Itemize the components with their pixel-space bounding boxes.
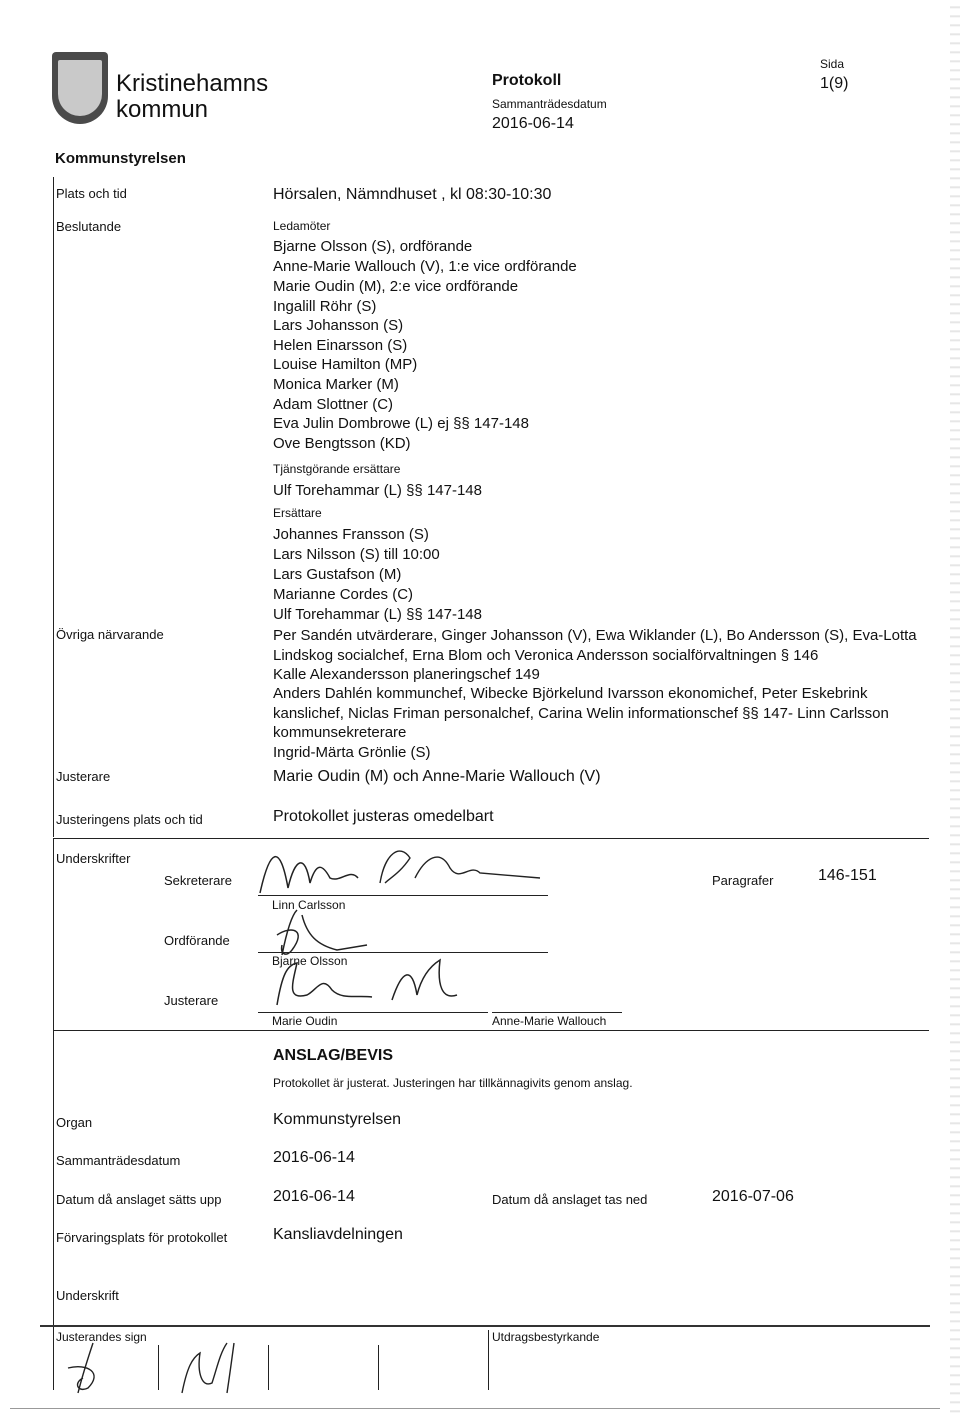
- chair-label: Ordförande: [164, 933, 230, 948]
- serving-substitutes-heading: Tjänstgörande ersättare: [273, 462, 401, 476]
- member-line: Adam Slottner (C): [273, 396, 394, 413]
- adjuster-sign-footer-label: Justerandes sign: [56, 1330, 147, 1344]
- posted-date-label: Datum då anslaget sätts upp: [56, 1192, 222, 1207]
- others-present-label: Övriga närvarande: [56, 627, 164, 642]
- scan-edge-noise: [950, 0, 960, 1417]
- footer-divider: [40, 1325, 930, 1327]
- member-line: Lars Johansson (S): [273, 317, 404, 334]
- adjuster2-name: Anne-Marie Wallouch: [492, 1014, 607, 1028]
- members-heading: Ledamöter: [273, 219, 331, 233]
- adjust-place-value: Protokollet justeras omedelbart: [273, 808, 494, 825]
- adjuster1-name: Marie Oudin: [272, 1014, 338, 1028]
- member-line: Eva Julin Dombrowe (L) ej §§ 147-148: [273, 415, 529, 432]
- page-label: Sida: [820, 57, 845, 71]
- substitutes-heading: Ersättare: [273, 506, 322, 520]
- removed-date-label: Datum då anslaget tas ned: [492, 1192, 648, 1207]
- extract-label: Utdragsbestyrkande: [492, 1330, 600, 1344]
- member-line: Bjarne Olsson (S), ordförande: [273, 238, 473, 255]
- others-present-line: Ingrid-Märta Grönlie (S): [273, 744, 431, 761]
- deciding-label: Beslutande: [56, 219, 122, 234]
- others-present-line: Anders Dahlén kommunchef, Wibecke Björkelund Ivarsson ekonomichef, Peter Eskebrink: [273, 685, 868, 702]
- initials-signature-2: [172, 1338, 252, 1398]
- paragraphs-label: Paragrafer: [712, 873, 774, 888]
- organ-label: Organ: [56, 1115, 93, 1130]
- meeting-date: 2016-06-14: [492, 115, 574, 132]
- page-number: 1(9): [820, 75, 849, 92]
- committee-name: Kommunstyrelsen: [55, 150, 186, 167]
- member-line: Ingalill Röhr (S): [273, 298, 377, 315]
- others-present-line: Lindskog socialchef, Erna Blom och Veronica Andersson socialförvaltningen § 146: [273, 647, 819, 664]
- substitute-line: Johannes Fransson (S): [273, 526, 429, 543]
- others-present-line: kommunsekreterare: [273, 724, 407, 741]
- member-line: Louise Hamilton (MP): [273, 356, 418, 373]
- storage-label: Förvaringsplats för protokollet: [56, 1230, 228, 1245]
- storage-value: Kansliavdelningen: [273, 1226, 403, 1243]
- notice-divider: [53, 1030, 929, 1031]
- place-value: Hörsalen, Nämndhuset , kl 08:30-10:30: [273, 186, 552, 203]
- footer-box-line: [158, 1345, 159, 1390]
- adjusters-value: Marie Oudin (M) och Anne-Marie Wallouch (V): [273, 768, 601, 785]
- initials-signature-1: [58, 1338, 148, 1398]
- member-line: Anne-Marie Wallouch (V), 1:e vice ordförande: [273, 258, 577, 275]
- posted-date-value: 2016-06-14: [273, 1188, 355, 1205]
- left-border-line-lower: [53, 838, 54, 1358]
- document-type: Protokoll: [492, 72, 562, 89]
- substitute-line: Lars Gustafson (M): [273, 566, 402, 583]
- substitute-line: Marianne Cordes (C): [273, 586, 414, 603]
- footer-box-line: [378, 1345, 379, 1390]
- municipality-seal-icon: [52, 52, 108, 124]
- others-present-line: kanslichef, Niclas Friman personalchef, Carina Welin informationschef §§ 147- Linn Carlsson: [273, 705, 889, 722]
- adjuster1-signature: [262, 955, 492, 1013]
- member-line: Ove Bengtsson (KD): [273, 435, 411, 452]
- paragraphs-value: 146-151: [818, 867, 877, 884]
- notice-subtitle: Protokollet är justerat. Justeringen har tillkännagivits genom anslag.: [273, 1076, 633, 1090]
- member-line: Marie Oudin (M), 2:e vice ordförande: [273, 278, 519, 295]
- serving-substitute-line: Ulf Torehammar (L) §§ 147-148: [273, 482, 482, 499]
- substitute-line: Lars Nilsson (S) till 10:00: [273, 546, 440, 563]
- chair-name: Bjarne Olsson: [272, 954, 348, 968]
- member-line: Monica Marker (M): [273, 376, 399, 393]
- meeting-date-label: Sammanträdesdatum: [492, 97, 607, 111]
- adjuster2-sign-line: [492, 1012, 622, 1013]
- notice-date-label: Sammanträdesdatum: [56, 1153, 181, 1168]
- scan-edge-line: [10, 1408, 940, 1409]
- footer-box-line: [488, 1330, 489, 1390]
- adjusters-label: Justerare: [56, 769, 111, 784]
- removed-date-value: 2016-07-06: [712, 1188, 794, 1205]
- municipality-name-line2: kommun: [116, 96, 209, 123]
- notice-signature-label: Underskrift: [56, 1288, 119, 1303]
- footer-box-line: [268, 1345, 269, 1390]
- adjuster-sign-label: Justerare: [164, 993, 219, 1008]
- place-label: Plats och tid: [56, 186, 127, 201]
- notice-date-value: 2016-06-14: [273, 1149, 355, 1166]
- secretary-signature: [250, 838, 560, 900]
- adjust-place-label: Justeringens plats och tid: [56, 812, 203, 827]
- organ-value: Kommunstyrelsen: [273, 1111, 402, 1128]
- left-border-line: [53, 177, 54, 837]
- notice-title: ANSLAG/BEVIS: [273, 1047, 394, 1064]
- others-present-line: Kalle Alexandersson planeringschef 149: [273, 666, 540, 683]
- footer-box-line: [53, 1330, 54, 1390]
- municipality-name-line1: Kristinehamns: [116, 70, 269, 97]
- member-line: Helen Einarsson (S): [273, 337, 408, 354]
- others-present-line: Per Sandén utvärderare, Ginger Johansson (V), Ewa Wiklander (L), Bo Andersson (S), Eva-Lotta: [273, 627, 917, 644]
- substitute-line: Ulf Torehammar (L) §§ 147-148: [273, 606, 482, 623]
- secretary-name: Linn Carlsson: [272, 898, 346, 912]
- signatures-label: Underskrifter: [56, 851, 131, 866]
- secretary-label: Sekreterare: [164, 873, 232, 888]
